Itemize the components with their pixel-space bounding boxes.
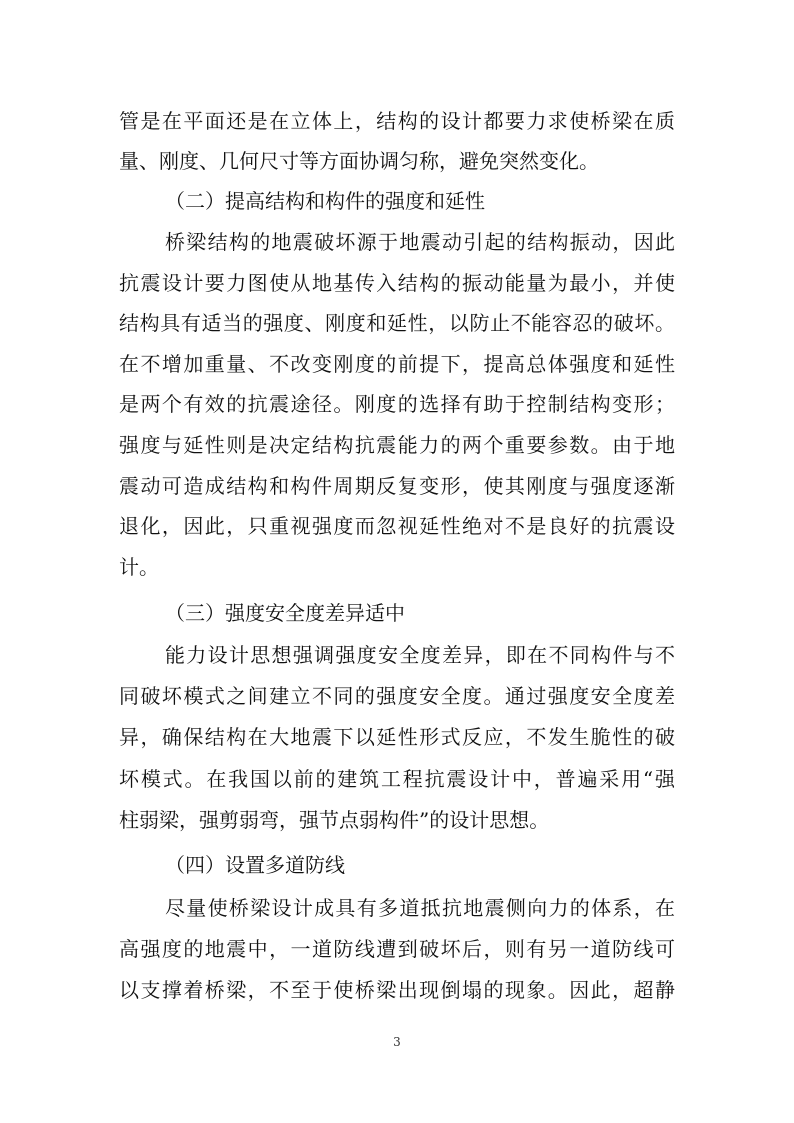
paragraph-line: 能力设计思想强调强度安全度差异，即在不同构件与不 xyxy=(165,643,675,667)
paragraph-line: 同破坏模式之间建立不同的强度安全度。通过强度安全度差 xyxy=(119,684,675,708)
paragraph-line: 强度与延性则是决定结构抗震能力的两个重要参数。由于地 xyxy=(119,433,675,457)
paragraph-line: 在不增加重量、不改变刚度的前提下，提高总体强度和延性 xyxy=(119,352,675,376)
paragraph-line: 是两个有效的抗震途径。刚度的选择有助于控制结构变形； xyxy=(119,392,675,416)
section-heading-3: （三）强度安全度差异适中 xyxy=(165,601,405,625)
section-heading-4: （四）设置多道防线 xyxy=(165,853,345,877)
paragraph-line: 高强度的地震中，一道防线遭到破坏后，则有另一道防线可 xyxy=(119,937,675,961)
paragraph-line: 震动可造成结构和构件周期反复变形，使其刚度与强度逐渐 xyxy=(119,474,675,498)
paragraph-line: 尽量使桥梁设计成具有多道抵抗地震侧向力的体系，在 xyxy=(165,896,675,920)
paragraph-line: 异，确保结构在大地震下以延性形式反应，不发生脆性的破 xyxy=(119,725,675,749)
paragraph-line: 以支撑着桥梁，不至于使桥梁出现倒塌的现象。因此，超静 xyxy=(119,978,675,1002)
page-number: 3 xyxy=(393,1035,401,1049)
paragraph-line: 抗震设计要力图使从地基传入结构的振动能量为最小，并使 xyxy=(119,271,675,295)
paragraph-line: 退化，因此，只重视强度而忽视延性绝对不是良好的抗震设 xyxy=(119,514,675,538)
paragraph-line: 桥梁结构的地震破坏源于地震动引起的结构振动，因此 xyxy=(165,230,675,254)
paragraph-line: 柱弱梁，强剪弱弯，强节点弱构件”的设计思想。 xyxy=(119,808,550,832)
paragraph-line: 结构具有适当的强度、刚度和延性，以防止不能容忍的破坏。 xyxy=(119,311,675,335)
section-heading-2: （二）提高结构和构件的强度和延性 xyxy=(165,189,485,213)
paragraph-line: 管是在平面还是在立体上，结构的设计都要力求使桥梁在质 xyxy=(119,109,675,133)
paragraph-line: 量、刚度、几何尺寸等方面协调匀称，避免突然变化。 xyxy=(119,149,599,173)
paragraph-line: 计。 xyxy=(119,555,159,579)
paragraph-line: 坏模式。在我国以前的建筑工程抗震设计中，普遍采用“强 xyxy=(119,767,675,791)
